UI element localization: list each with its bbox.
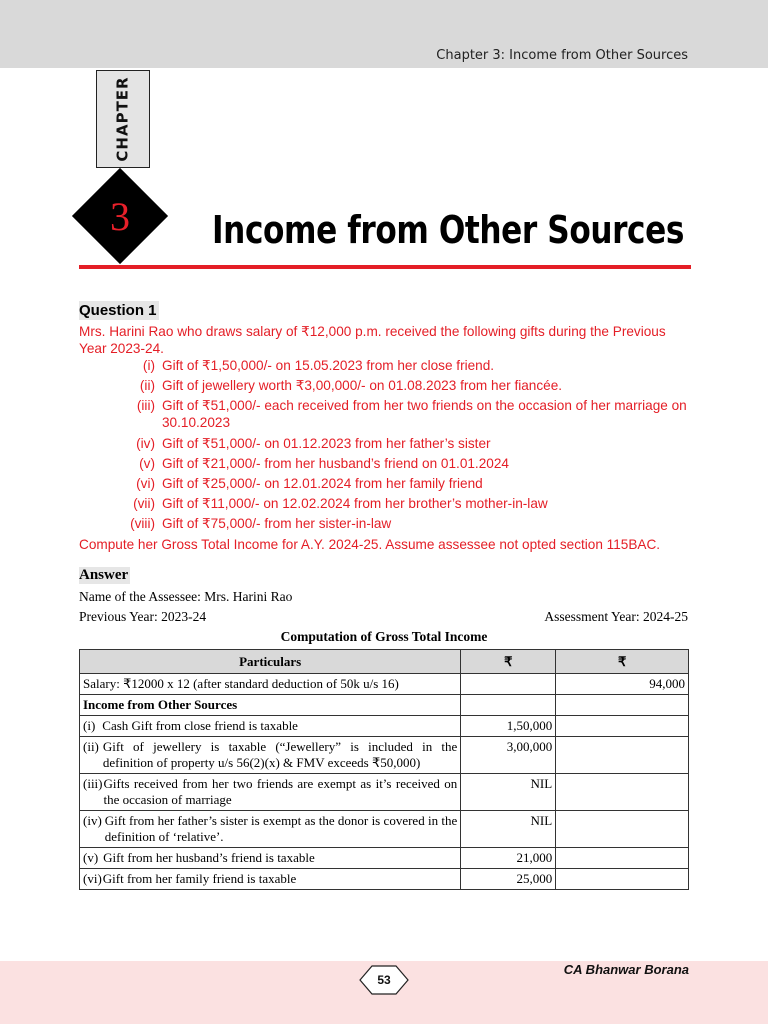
table-row: [80, 716, 689, 737]
row-text: Gift of jewellery is taxable (“Jewellery” is included in the definition of property u/s 56(2)(x) & FMV exceeds ₹50,000): [102, 739, 458, 770]
gift-number: (i): [142, 358, 155, 373]
question-compute: Compute her Gross Total Income for A.Y. 2024-25. Assume assessee not opted section 115BAC.: [79, 536, 661, 552]
row-particulars: [80, 774, 461, 811]
assessee-name: Name of the Assessee: Mrs. Harini Rao: [79, 589, 293, 604]
empty-cell: [556, 774, 689, 811]
gift-item: [94, 495, 691, 512]
row-label: (i): [83, 718, 96, 733]
empty-cell: [556, 737, 689, 774]
table-row: [80, 869, 689, 890]
table-row: [80, 737, 689, 774]
table-header-row: [80, 650, 689, 674]
table-title: Computation of Gross Total Income: [280, 629, 488, 644]
gift-item: [94, 377, 691, 394]
row-label: (iv): [83, 813, 102, 828]
gift-number: (iv): [136, 435, 155, 451]
column-header: ₹: [556, 650, 689, 674]
gift-text: Gift of ₹25,000/- on 12.01.2024 from her family friend: [162, 475, 483, 491]
salary-particulars: Salary: ₹12000 x 12 (after standard deduction of 50k u/s 16): [80, 674, 461, 695]
empty-cell: [556, 716, 689, 737]
gift-number: (vi): [136, 475, 155, 491]
gift-item: [94, 475, 691, 492]
row-particulars: [80, 869, 461, 890]
gift-number: (ii): [139, 378, 155, 394]
gift-item: [94, 435, 691, 452]
row-text: Gift from her husband’s friend is taxable: [103, 850, 315, 865]
chapter-tab-label: CHAPTER: [114, 76, 133, 162]
question-heading: Question 1: [79, 302, 157, 319]
gift-text: Gift of ₹51,000/- each received from her two friends on the occasion of her marriage on 30.10.2023: [162, 398, 687, 431]
gift-list: [94, 357, 691, 532]
assessment-year: Assessment Year: 2024-25: [544, 609, 688, 624]
row-particulars: [80, 737, 461, 774]
gift-number: (vii): [133, 496, 155, 512]
gift-item: [94, 357, 691, 374]
empty-cell: [556, 869, 689, 890]
question-intro: Mrs. Harini Rao who draws salary of ₹12,000 p.m. received the following gifts during the Previous Year 2023-24.: [79, 324, 666, 356]
answer-heading: Answer: [79, 567, 129, 583]
row-amount: 1,50,000: [461, 716, 556, 737]
row-amount: 3,00,000: [461, 737, 556, 774]
section-label: Income from Other Sources: [80, 695, 461, 716]
empty-cell: [556, 695, 689, 716]
gift-text: Gift of ₹21,000/- from her husband’s friend on 01.01.2024: [162, 455, 509, 471]
column-header: ₹: [461, 650, 556, 674]
salary-amount: 94,000: [556, 674, 689, 695]
column-header: Particulars: [80, 650, 461, 674]
empty-cell: [556, 811, 689, 848]
row-label: (v): [83, 850, 99, 865]
table-row: [80, 695, 689, 716]
gift-text: Gift of ₹75,000/- from her sister-in-law: [162, 516, 392, 532]
row-text: Gift from her father’s sister is exempt as the donor is covered in the definition of ‘relative’.: [104, 813, 458, 844]
gift-number: (iii): [136, 398, 155, 414]
previous-year: Previous Year: 2023-24: [79, 609, 207, 624]
gift-item: [94, 455, 691, 472]
gift-number: (viii): [130, 516, 155, 532]
gift-text: Gift of ₹51,000/- on 01.12.2023 from her father’s sister: [162, 435, 491, 451]
row-text: Gifts received from her two friends are exempt as it’s received on the occasion of marriage: [103, 776, 458, 807]
row-particulars: [80, 848, 461, 869]
row-particulars: [80, 811, 461, 848]
row-particulars: [80, 716, 461, 737]
chapter-title: Income from Other Sources: [212, 208, 684, 252]
row-amount: NIL: [461, 811, 556, 848]
gift-item: [94, 397, 691, 431]
title-rule: [79, 265, 691, 269]
row-label: (ii): [83, 739, 99, 754]
row-label: (iii): [83, 776, 103, 791]
empty-cell: [556, 848, 689, 869]
question-body: [79, 323, 691, 553]
computation-table: [79, 649, 689, 890]
salary-col2: [461, 674, 556, 695]
chapter-tab: [96, 70, 150, 168]
row-text: Cash Gift from close friend is taxable: [102, 718, 298, 733]
running-header: Chapter 3: Income from Other Sources: [436, 48, 688, 63]
gift-number: (v): [139, 455, 155, 471]
table-row: [80, 774, 689, 811]
row-amount: 21,000: [461, 848, 556, 869]
table-row: [80, 674, 689, 695]
row-amount: 25,000: [461, 869, 556, 890]
author-name: CA Bhanwar Borana: [563, 962, 689, 977]
chapter-number: 3: [110, 193, 130, 239]
gift-text: Gift of jewellery worth ₹3,00,000/- on 01.08.2023 from her fiancée.: [162, 378, 563, 394]
gift-text: Gift of ₹1,50,000/- on 15.05.2023 from her close friend.: [162, 358, 495, 373]
empty-cell: [461, 695, 556, 716]
page-number: 53: [377, 973, 391, 987]
table-row: [80, 848, 689, 869]
row-amount: NIL: [461, 774, 556, 811]
table-row: [80, 811, 689, 848]
gift-text: Gift of ₹11,000/- on 12.02.2024 from her brother’s mother-in-law: [162, 496, 548, 512]
gift-item: [94, 515, 691, 532]
row-label: (vi): [83, 871, 102, 886]
row-text: Gift from her family friend is taxable: [102, 871, 297, 886]
